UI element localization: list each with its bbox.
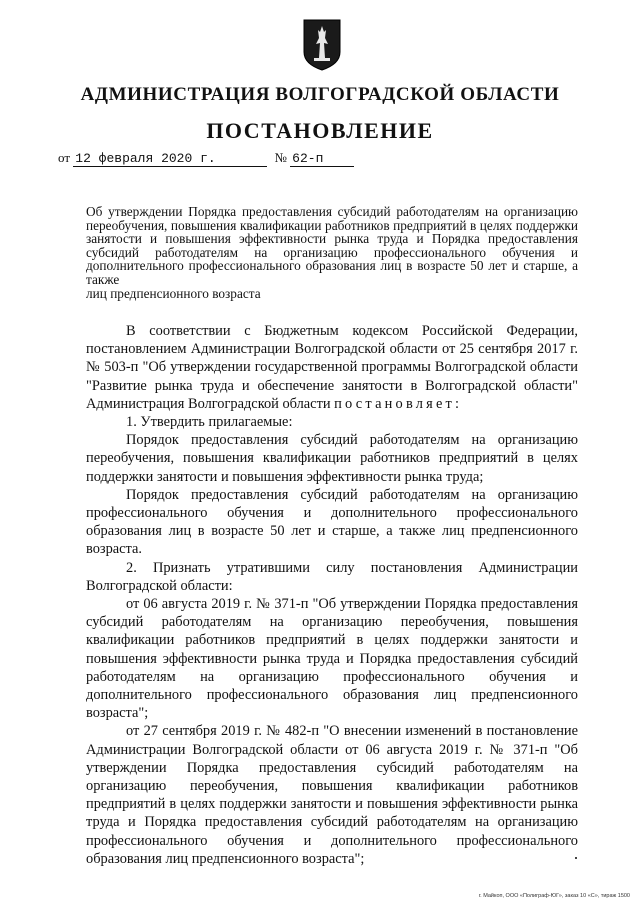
paragraph-procedure-2: Порядок предоставления субсидий работодателям на организацию профессионального обучения и дополнительного профессионального образования лиц в возрасте 50 лет и старше, а также лиц предпенсионного возраста.	[86, 486, 578, 558]
organization-name: АДМИНИСТРАЦИЯ ВОЛГОГРАДСКОЙ ОБЛАСТИ	[80, 84, 560, 105]
scan-mark	[575, 857, 577, 859]
preamble-text: В соответствии с Бюджетным кодексом Российской Федерации, постановлением Администрации Волгоградской области от 25 сентября 2017 г. № 503-п "Об утверждении государственной программы Волгоградской области "Развитие рынка труда и обеспечение занятости в Волгоградской области" Администрация Волгоградской области	[86, 323, 578, 412]
paragraph-item-1: 1. Утвердить прилагаемые:	[126, 414, 293, 431]
coat-of-arms-icon	[302, 18, 342, 72]
number-prefix: №	[274, 150, 287, 165]
document-title	[86, 205, 578, 300]
document-body	[86, 322, 578, 868]
resolution-word: постановляет:	[334, 395, 463, 412]
date-field	[73, 150, 267, 167]
paragraph-preamble	[86, 322, 578, 413]
title-text: Об утверждении Порядка предоставления субсидий работодателям на организацию переобучения, повышения квалификации работников предприятий в целях поддержки занятости и повышения эффективности рынка труда и Порядка предоставления субсидий работодателям на организацию профессионального обучения и дополнительного профессионального образования лиц в возрасте 50 лет и старше, а также	[86, 204, 578, 287]
printer-footer: г. Майкоп, ООО «Полиграф-ЮГ», заказ 10 «С», тираж 1500	[478, 893, 630, 899]
paragraph-item-2: 2. Признать утратившими силу постановления Администрации Волгоградской области:	[86, 559, 578, 594]
date-value: 12 февраля 2020 г.	[75, 151, 216, 166]
number-value: 62-п	[292, 151, 324, 166]
title-last-line: лиц предпенсионного возраста	[86, 285, 261, 301]
document-type: ПОСТАНОВЛЕНИЕ	[206, 118, 434, 143]
number-field	[290, 150, 354, 167]
paragraph-repeal-1: от 06 августа 2019 г. № 371-п "Об утверждении Порядка предоставления субсидий работодателям на организацию переобучения, повышения квалификации работников предприятий в целях поддержки занятости и повышения эффективности рынка труда и Порядка предоставления субсидий работодателям на организацию профессионального обучения и дополнительного профессионального образования лиц предпенсионного возраста";	[86, 596, 578, 722]
paragraph-procedure-1: Порядок предоставления субсидий работодателям на организацию переобучения, повышения квалификации работников предприятий в целях поддержки занятости и повышения эффективности рынка труда;	[86, 432, 578, 485]
date-prefix: от	[58, 150, 71, 165]
date-number-line	[58, 150, 354, 167]
paragraph-repeal-2: от 27 сентября 2019 г. № 482-п "О внесении изменений в постановление Администрации Волгоградской области от 06 августа 2019 г. № 371-п "Об утверждении Порядка предоставления субсидий работодателям на организацию переобучения, повышения квалификации работников предприятий в целях поддержки занятости и повышения эффективности рынка труда и Порядка предоставления субсидий работодателям на организацию профессионального обучения и дополнительного профессионального образования лиц предпенсионного возраста";	[86, 723, 578, 867]
